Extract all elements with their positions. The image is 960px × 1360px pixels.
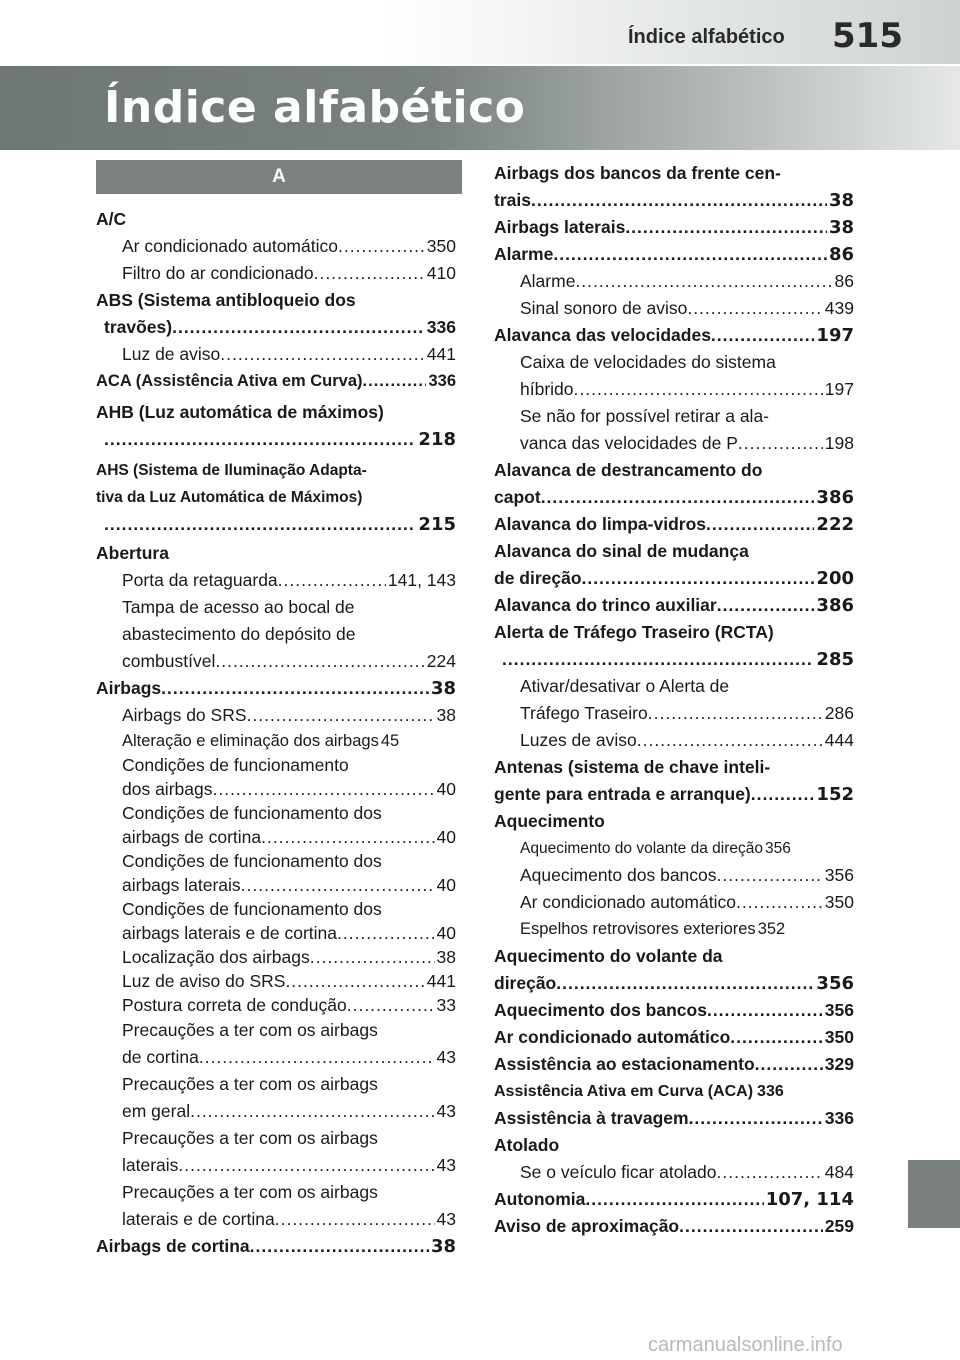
index-entry: Aquecimento do volante da: [494, 946, 723, 966]
index-entry: Alerta de Tráfego Traseiro (RCTA): [494, 622, 774, 642]
page-title: Índice alfabético: [104, 82, 526, 133]
index-subentry: Se o veículo ficar atolado ..... 484: [494, 1159, 854, 1186]
index-subentry: Precauções a ter com os airbags: [122, 1182, 378, 1202]
index-subentry: Tráfego Traseiro ..... 286: [494, 700, 854, 727]
index-entry: A/C: [96, 209, 127, 229]
index-subentry: Precauções a ter com os airbags: [122, 1020, 378, 1040]
index-subentry: airbags laterais e de cortina ..... 40: [96, 921, 456, 945]
index-subentry: Condições de funcionamento dos: [122, 899, 382, 919]
index-entry: ..... 285: [494, 646, 854, 673]
index-subentry: Alteração e eliminação dos airbags 45: [122, 732, 400, 750]
index-entry: Aquecimento: [494, 811, 605, 831]
index-subentry: abastecimento do depósito de: [122, 624, 356, 644]
index-entry: Assistência Ativa em Curva (ACA) 336: [494, 1083, 784, 1100]
index-entry: Alavanca do sinal de mudança: [494, 541, 749, 561]
index-entry: AHS (Sistema de Iluminação Adapta-: [96, 462, 367, 479]
index-entry: gente para entrada e arranque) ..... 152: [494, 781, 854, 808]
index-entry: Airbags de cortina ..... 38: [96, 1233, 456, 1260]
index-subentry: Precauções a ter com os airbags: [122, 1074, 378, 1094]
index-column-left: [96, 160, 456, 1260]
index-entry: Aquecimento dos bancos ..... 356: [494, 997, 854, 1024]
index-subentry: Luzes de aviso ..... 444: [494, 727, 854, 754]
index-entry: Alavanca do trinco auxiliar ..... 386: [494, 592, 854, 619]
index-entry: trais ..... 38: [494, 187, 854, 214]
index-subentry: Filtro do ar condicionado ..... 410: [96, 260, 456, 287]
index-subentry: Aquecimento dos bancos ..... 356: [494, 862, 854, 889]
index-entry: Autonomia ..... 107, 114: [494, 1186, 854, 1213]
index-entry: Alavanca das velocidades ..... 197: [494, 322, 854, 349]
index-subentry: Espelhos retrovisores exteriores 352: [520, 920, 786, 938]
index-subentry: Condições de funcionamento: [122, 755, 349, 775]
index-subentry: dos airbags ..... 40: [96, 777, 456, 801]
index-entry: capot ..... 386: [494, 484, 854, 511]
index-entry: AHB (Luz automática de máximos): [96, 402, 384, 422]
index-entry: de direção ..... 200: [494, 565, 854, 592]
index-entry: Airbags dos bancos da frente cen-: [494, 163, 781, 183]
index-entry: Ar condicionado automático ..... 350: [494, 1024, 854, 1051]
index-subentry: Condições de funcionamento dos: [122, 803, 382, 823]
index-subentry: laterais ..... 43: [96, 1152, 456, 1179]
index-subentry: de cortina ..... 43: [96, 1044, 456, 1071]
index-subentry: Precauções a ter com os airbags: [122, 1128, 378, 1148]
index-entry: Alavanca de destrancamento do: [494, 460, 763, 480]
index-subentry: Aquecimento do volante da direção 356: [520, 840, 791, 857]
index-subentry: Ar condicionado automático ..... 350: [494, 889, 854, 916]
index-thumb-tab: [908, 1160, 960, 1228]
index-subentry: em geral ..... 43: [96, 1098, 456, 1125]
index-subentry: Ativar/desativar o Alerta de: [520, 676, 730, 696]
index-entry: tiva da Luz Automática de Máximos): [96, 489, 363, 506]
index-column-right: [494, 160, 854, 1240]
index-subentry: airbags laterais ..... 40: [96, 873, 456, 897]
index-subentry: Caixa de velocidades do sistema: [520, 352, 776, 372]
index-entry: travões) ..... 336: [96, 314, 456, 341]
index-entry: Aviso de aproximação ..... 259: [494, 1213, 854, 1240]
index-subentry: Luz de aviso ..... 441: [96, 341, 456, 368]
index-entry: ..... 218: [96, 426, 456, 453]
index-subentry: Postura correta de condução ..... 33: [96, 993, 456, 1017]
page-number: 515: [832, 16, 903, 56]
index-entry: Antenas (sistema de chave inteli-: [494, 757, 771, 777]
page-header-band: [0, 0, 960, 64]
index-entry: Airbags ..... 38: [96, 675, 456, 702]
index-subentry: Sinal sonoro de aviso ..... 439: [494, 295, 854, 322]
index-subentry: Tampa de acesso ao bocal de: [122, 597, 355, 617]
index-entry: ..... 215: [96, 511, 456, 538]
index-subentry: Alarme ..... 86: [494, 268, 854, 295]
index-subentry: Localização dos airbags ..... 38: [96, 945, 456, 969]
index-subentry: Condições de funcionamento dos: [122, 851, 382, 871]
index-subentry: Airbags do SRS ..... 38: [96, 702, 456, 729]
index-subentry: Porta da retaguarda ..... 141, 143: [96, 567, 456, 594]
letter-heading: A: [96, 160, 462, 194]
index-subentry: Se não for possível retirar a ala-: [520, 406, 770, 426]
index-entry: ABS (Sistema antibloqueio dos: [96, 290, 356, 310]
index-entry: Airbags laterais ..... 38: [494, 214, 854, 241]
watermark: carmanualsonline.info: [648, 1334, 843, 1356]
index-subentry: combustível ..... 224: [96, 648, 456, 675]
index-subentry: híbrido ..... 197: [494, 376, 854, 403]
index-entry: direção ..... 356: [494, 970, 854, 997]
index-subentry: laterais e de cortina ..... 43: [96, 1206, 456, 1233]
running-header-section: Índice alfabético: [628, 26, 785, 48]
index-subentry: Luz de aviso do SRS ..... 441: [96, 969, 456, 993]
index-subentry: Ar condicionado automático ..... 350: [96, 233, 456, 260]
index-entry: Alarme ..... 86: [494, 241, 854, 268]
index-entry: Assistência à travagem ..... 336: [494, 1105, 854, 1132]
index-entry: Abertura: [96, 543, 169, 563]
index-subentry: vanca das velocidades de P ..... 198: [494, 430, 854, 457]
index-entry: Assistência ao estacionamento ..... 329: [494, 1051, 854, 1078]
index-entry: Atolado: [494, 1135, 560, 1155]
index-subentry: airbags de cortina ..... 40: [96, 825, 456, 849]
index-entry: ACA (Assistência Ativa em Curva) ..... 336: [96, 368, 456, 395]
index-entry: Alavanca do limpa-vidros ..... 222: [494, 511, 854, 538]
